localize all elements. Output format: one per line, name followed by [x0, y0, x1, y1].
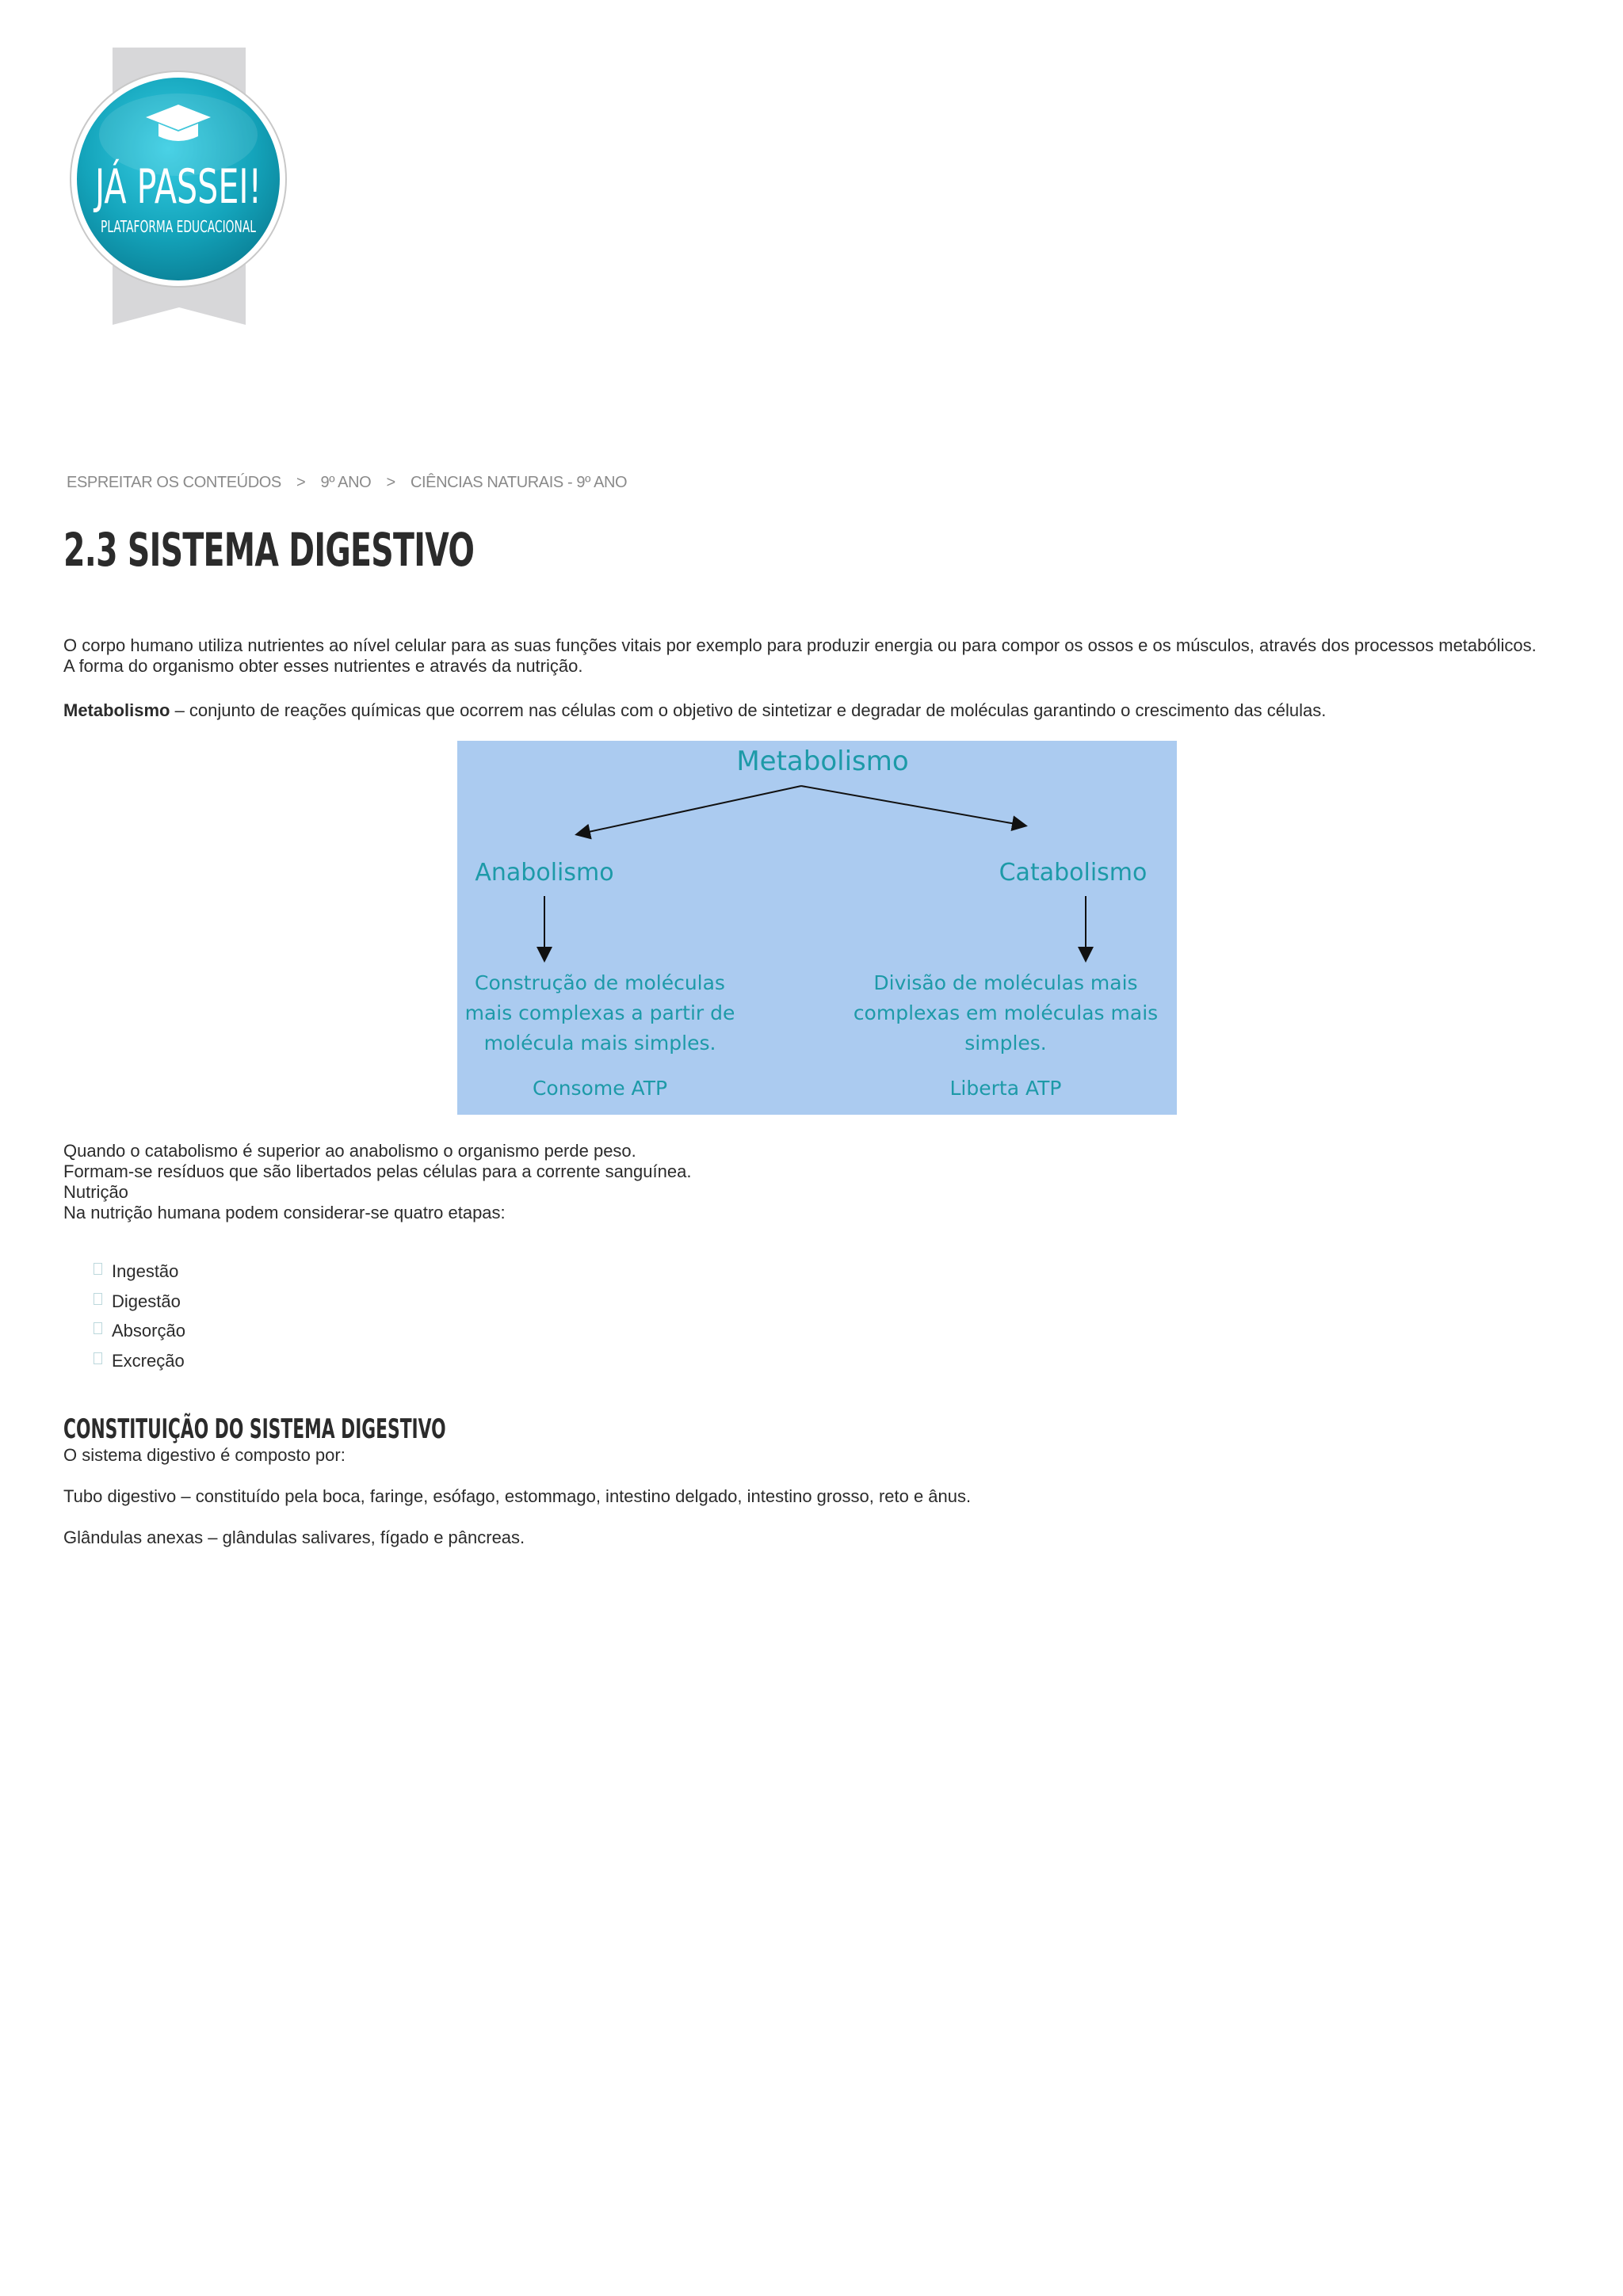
breadcrumb-separator: >	[296, 474, 306, 491]
checkbox-bullet-icon	[94, 1352, 102, 1364]
checkbox-bullet-icon	[94, 1293, 102, 1305]
list-item-label: Digestão	[112, 1291, 181, 1311]
metabolism-definition-text: – conjunto de reações químicas que ocorrem nas células com o objetivo de sintetizar e degradar de moléculas garantindo o crescimento das células.	[170, 700, 1327, 720]
diagram-root-label: Metabolismo	[736, 746, 909, 777]
checkbox-bullet-icon	[94, 1263, 102, 1275]
list-item	[94, 1351, 185, 1381]
breadcrumb	[67, 474, 627, 492]
breadcrumb-item-ciencias[interactable]: CIÊNCIAS NATURAIS - 9º ANO	[410, 474, 628, 491]
diagram-catabolism-energy: Liberta ATP	[949, 1077, 1062, 1100]
section-title: CONSTITUIÇÃO DO SISTEMA DIGESTIVO	[63, 1413, 446, 1445]
list-item	[94, 1261, 185, 1291]
diagram-anabolism-label: Anabolismo	[475, 859, 614, 887]
logo-title: JÁ PASSEI!	[95, 159, 338, 215]
section-glands: Glândulas anexas – glândulas salivares, fígado e pâncreas.	[63, 1527, 525, 1547]
list-item	[94, 1321, 185, 1351]
list-item-label: Ingestão	[112, 1261, 179, 1281]
breadcrumb-item-9-ano[interactable]: 9º ANO	[320, 474, 372, 491]
diagram-catabolism-desc-line: Divisão de moléculas mais	[873, 971, 1138, 994]
section-tube: Tubo digestivo – constituído pela boca, faringe, esófago, estommago, intestino delgado, intestino grosso, reto e ânus.	[63, 1486, 972, 1506]
list-item	[94, 1291, 185, 1322]
diagram-anabolism-energy: Consome ATP	[532, 1077, 668, 1100]
nutrition-steps-list	[94, 1261, 185, 1380]
list-item-label: Absorção	[112, 1321, 185, 1341]
diagram-anabolism-desc-line: mais complexas a partir de	[464, 1001, 735, 1024]
diagram-catabolism-label: Catabolismo	[999, 859, 1148, 887]
intro-paragraph: O corpo humano utiliza nutrientes ao nível celular para as suas funções vitais por exemplo para produzir energia ou para compor os ossos e os músculos, através dos processos metabólicos. A forma do organismo obter esses nutrientes e através da nutrição.	[63, 635, 1537, 676]
notes-line: Quando o catabolismo é superior ao anabolismo o organismo perde peso.	[63, 1141, 636, 1161]
diagram-catabolism-desc-line: complexas em moléculas mais	[853, 1001, 1159, 1024]
breadcrumb-item-conteudos[interactable]: ESPREITAR OS CONTEÚDOS	[67, 474, 281, 491]
checkbox-bullet-icon	[94, 1322, 102, 1334]
diagram-anabolism-desc-line: Construção de moléculas	[475, 971, 725, 994]
diagram-catabolism-desc-line: simples.	[964, 1032, 1047, 1055]
diagram-background	[457, 741, 1177, 1115]
diagram-anabolism-desc-line: molécula mais simples.	[483, 1032, 716, 1055]
logo-subtitle: PLATAFORMA EDUCACIONAL	[101, 217, 257, 236]
notes-line: Formam-se resíduos que são libertados pelas células para a corrente sanguínea.	[63, 1161, 692, 1181]
notes-line: Nutrição	[63, 1182, 128, 1202]
breadcrumb-separator: >	[386, 474, 395, 491]
metabolism-definition	[63, 700, 1537, 721]
ja-passei-logo[interactable]	[67, 48, 338, 325]
notes-line: Na nutrição humana podem considerar-se quatro etapas:	[63, 1203, 506, 1222]
list-item-label: Excreção	[112, 1350, 185, 1371]
section-intro: O sistema digestivo é composto por:	[63, 1445, 346, 1465]
metabolism-term: Metabolismo	[63, 700, 170, 720]
metabolism-diagram	[457, 741, 1177, 1115]
page-title: 2.3 SISTEMA DIGESTIVO	[63, 523, 475, 577]
